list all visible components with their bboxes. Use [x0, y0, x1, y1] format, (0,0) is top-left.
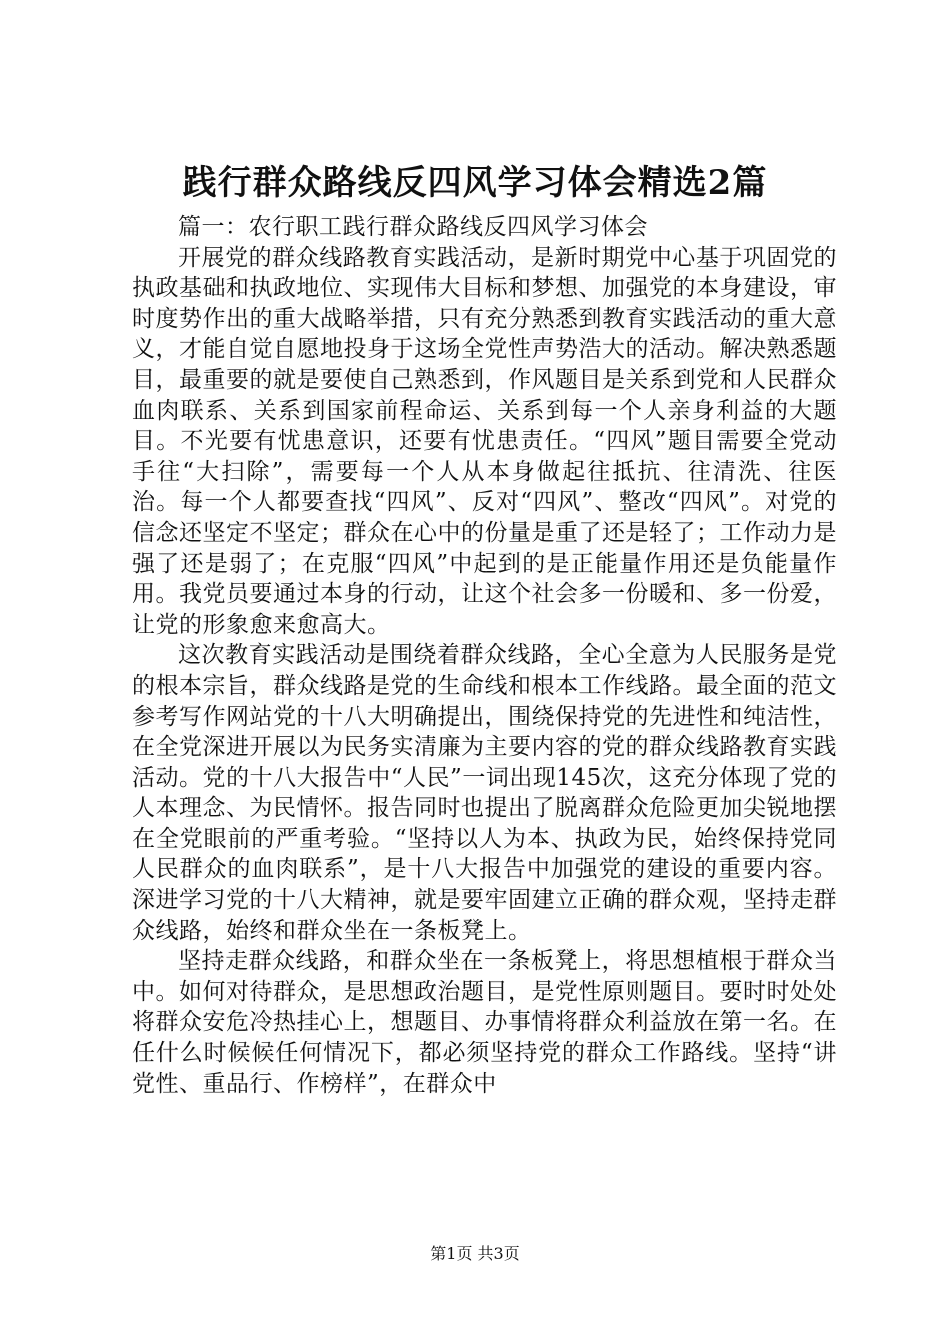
document-title: 践行群众路线反四风学习体会精选2篇: [182, 163, 768, 203]
section-heading: 篇一：农行职工践行群众路线反四风学习体会: [178, 214, 648, 240]
body-paragraph-1: 开展党的群众线路教育实践活动，是新时期党中心基于巩固党的执政基础和执政地位、实现伟大目标和梦想、加强党的本身建设，审时度势作出的重大战略举措，只有充分熟悉到教育实践活动的重大意义，才能自觉自愿地投身于这场全党性声势浩大的活动。解决熟悉题目，最重要的就是要使自己熟悉到，作风题目是关系到党和人民群众血肉联系、关系到国家前程命运、关系到每一个人亲身利益的大题目。不光要有忧患意识，还要有忧患责任。“四风”题目需要全党动手往“大扫除”，需要每一个人从本身做起往抵抗、往清洗、往医治。每一个人都要查找“四风”、反对“四风”、整改“四风”。对党的信念还坚定不坚定；群众在心中的份量是重了还是轻了；工作动力是强了还是弱了；在克服“四风”中起到的是正能量作用还是负能量作用。我党员要通过本身的行动，让这个社会多一份暖和、多一份爱，让党的形象愈来愈高大。: [132, 244, 837, 638]
body-paragraph-2: 这次教育实践活动是围绕着群众线路，全心全意为人民服务是党的根本宗旨，群众线路是党的生命线和根本工作线路。最全面的范文参考写作网站党的十八大明确提出，围绕保持党的先进性和纯洁性，在全党深进开展以为民务实清廉为主要内容的党的群众线路教育实践活动。党的十八大报告中“人民”一词出现145次，这充分体现了党的人本理念、为民情怀。报告同时也提出了脱离群众危险更加尖锐地摆在全党眼前的严重考验。“坚持以人为本、执政为民，始终保持党同人民群众的血肉联系”，是十八大报告中加强党的建设的重要内容。深进学习党的十八大精神，就是要牢固建立正确的群众观，坚持走群众线路，始终和群众坐在一条板凳上。: [132, 642, 837, 944]
page-footer: 第1页 共3页: [430, 1244, 520, 1263]
document-body: [132, 212, 837, 1099]
body-paragraph-3: 坚持走群众线路，和群众坐在一条板凳上，将思想植根于群众当中。如何对待群众，是思想政治题目，是党性原则题目。要时时处处将群众安危冷热挂心上，想题目、办事情将群众利益放在第一名。在任什么时候候任何情况下，都必须坚持党的群众工作路线。坚持“讲党性、重品行、作榜样”，在群众中: [132, 948, 837, 1097]
